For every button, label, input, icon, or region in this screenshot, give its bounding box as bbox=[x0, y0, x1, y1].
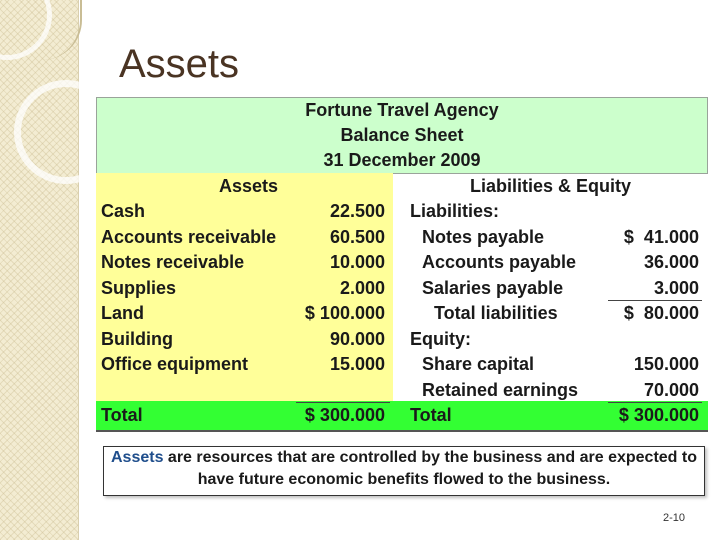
balance-sheet-table bbox=[96, 97, 708, 431]
equity-item-label: Retained earnings bbox=[422, 380, 579, 400]
total-left-amount: $ 300.000 bbox=[304, 405, 385, 425]
asset-amount: 60.500 bbox=[329, 227, 385, 247]
asset-label: Cash bbox=[101, 201, 146, 221]
asset-amount: 10.000 bbox=[329, 252, 385, 272]
asset-label: Office equipment bbox=[101, 354, 249, 374]
equity-item-amount: 70.000 bbox=[643, 380, 699, 400]
total-right-amount: $ 300.000 bbox=[618, 405, 699, 425]
report-date: 31 December 2009 bbox=[323, 150, 481, 170]
liability-amount: 36.000 bbox=[643, 252, 699, 272]
liabilities-label: Liabilities: bbox=[410, 201, 500, 221]
asset-amount: $ 100.000 bbox=[304, 303, 385, 323]
asset-label: Land bbox=[101, 303, 144, 323]
asset-label: Notes receivable bbox=[101, 252, 245, 272]
asset-label: Building bbox=[101, 329, 173, 349]
liability-amount: $ 41.000 bbox=[623, 227, 699, 247]
decorative-side-panel bbox=[0, 0, 79, 540]
asset-amount: 15.000 bbox=[329, 354, 385, 374]
liability-amount: 3.000 bbox=[653, 278, 699, 298]
asset-amount: 2.000 bbox=[339, 278, 385, 298]
definition-note bbox=[103, 446, 705, 496]
asset-amount: 90.000 bbox=[329, 329, 385, 349]
page-number: 2-10 bbox=[663, 512, 686, 524]
total-left-label: Total bbox=[101, 405, 143, 425]
liability-label: Salaries payable bbox=[422, 278, 564, 298]
asset-amount: 22.500 bbox=[329, 201, 385, 221]
total-right-label: Total bbox=[410, 405, 452, 425]
liabilities-equity-heading: Liabilities & Equity bbox=[470, 176, 632, 196]
equity-item-amount: 150.000 bbox=[633, 354, 699, 374]
liability-label: Accounts payable bbox=[422, 252, 577, 272]
note-keyword: Assets bbox=[111, 449, 164, 466]
balance-sheet-header bbox=[96, 97, 708, 174]
report-name: Balance Sheet bbox=[340, 125, 464, 145]
liability-label: Notes payable bbox=[422, 227, 545, 247]
note-text: are resources that are controlled by the business and are expected to have future economic benefits flowed to the business. bbox=[163, 449, 697, 488]
total-liabilities-amount: $ 80.000 bbox=[623, 303, 699, 323]
slide-title: Assets bbox=[119, 42, 240, 86]
equity-label: Equity: bbox=[410, 329, 471, 349]
asset-label: Accounts receivable bbox=[101, 227, 277, 247]
company-name: Fortune Travel Agency bbox=[305, 100, 499, 120]
assets-heading: Assets bbox=[219, 176, 279, 196]
asset-label: Supplies bbox=[101, 278, 177, 298]
equity-item-label: Share capital bbox=[422, 354, 535, 374]
total-liabilities-label: Total liabilities bbox=[434, 303, 558, 323]
